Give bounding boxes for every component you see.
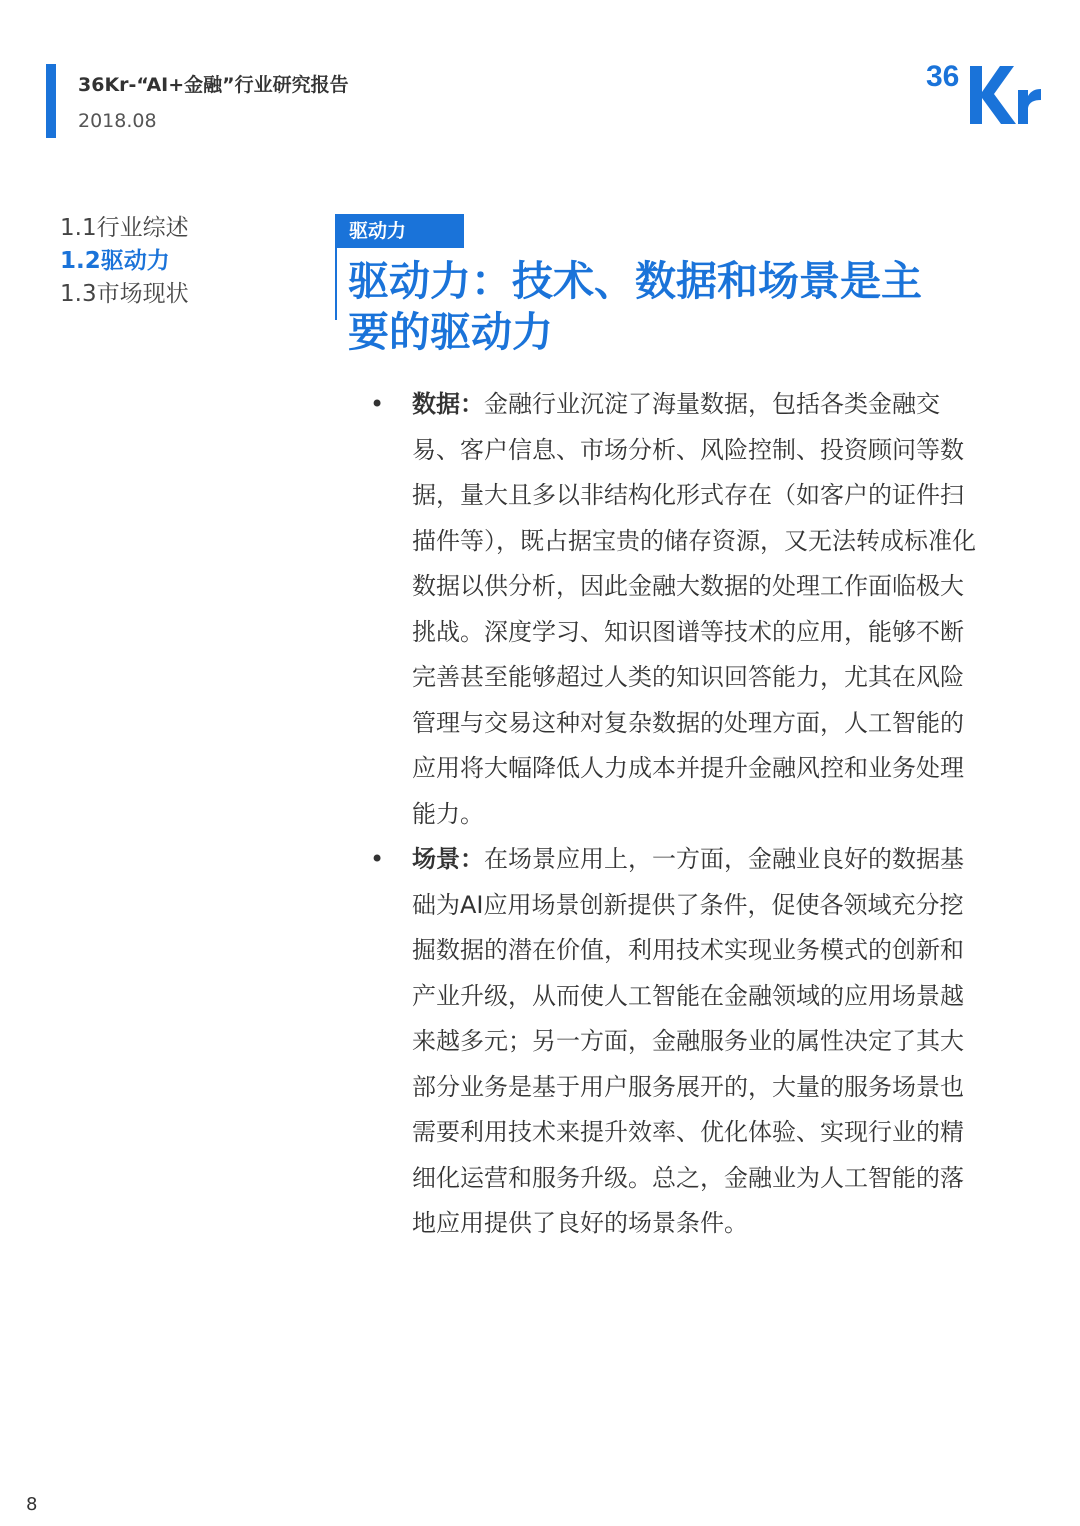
report-date: 2018.08 (78, 110, 157, 132)
bullet-data (370, 382, 980, 837)
bullet-text: 在场景应用上，一方面，金融业良好的数据基础为AI应用场景创新提供了条件，促使各领域充分挖掘数据的潜在价值，利用技术实现业务模式的创新和产业升级，从而使人工智能在金融领域的应用场景越来越多元；另一方面，金融服务业的属性决定了其大部分业务是基于用户服务展开的，大量的服务场景也需要利用技术来提升效率、优化体验、实现行业的精细化运营和服务升级。总之，金融业为人工智能的落地应用提供了良好的场景条件。 (412, 845, 964, 1237)
page-title-line-2: 要的驱动力 (348, 308, 553, 356)
toc-item-industry-overview[interactable]: 1.1行业综述 (60, 215, 189, 241)
bullet-term: 场景： (412, 845, 484, 873)
bullet-scenario (370, 837, 980, 1247)
page-title (348, 256, 988, 358)
toc-item-driving-force[interactable]: 1.2驱动力 (60, 248, 170, 274)
svg-text:36: 36 (926, 60, 960, 93)
bullet-term: 数据： (412, 390, 484, 418)
report-title: 36Kr-“AI+金融”行业研究报告 (78, 74, 349, 96)
page-number: 8 (26, 1494, 38, 1515)
table-of-contents (60, 212, 189, 311)
bullet-dot-icon: • (370, 390, 385, 418)
bullet-text: 金融行业沉淀了海量数据，包括各类金融交易、客户信息、市场分析、风险控制、投资顾问等数据，量大且多以非结构化形式存在（如客户的证件扫描件等），既占据宝贵的储存资源，又无法转成标准化数据以供分析，因此金融大数据的处理工作面临极大挑战。深度学习、知识图谱等技术的应用，能够不断完善甚至能够超过人类的知识回答能力，尤其在风险管理与交易这种对复杂数据的处理方面，人工智能的应用将大幅降低人力成本并提升金融风控和业务处理能力。 (412, 390, 976, 828)
bullet-dot-icon: • (370, 845, 385, 873)
section-tag: 驱动力 (337, 214, 464, 248)
page-title-line-1: 驱动力：技术、数据和场景是主 (348, 257, 922, 305)
toc-item-market-status[interactable]: 1.3市场现状 (60, 281, 189, 307)
36kr-logo-icon (924, 56, 1044, 128)
header-accent-bar (46, 64, 56, 138)
bullet-list (370, 382, 980, 1247)
